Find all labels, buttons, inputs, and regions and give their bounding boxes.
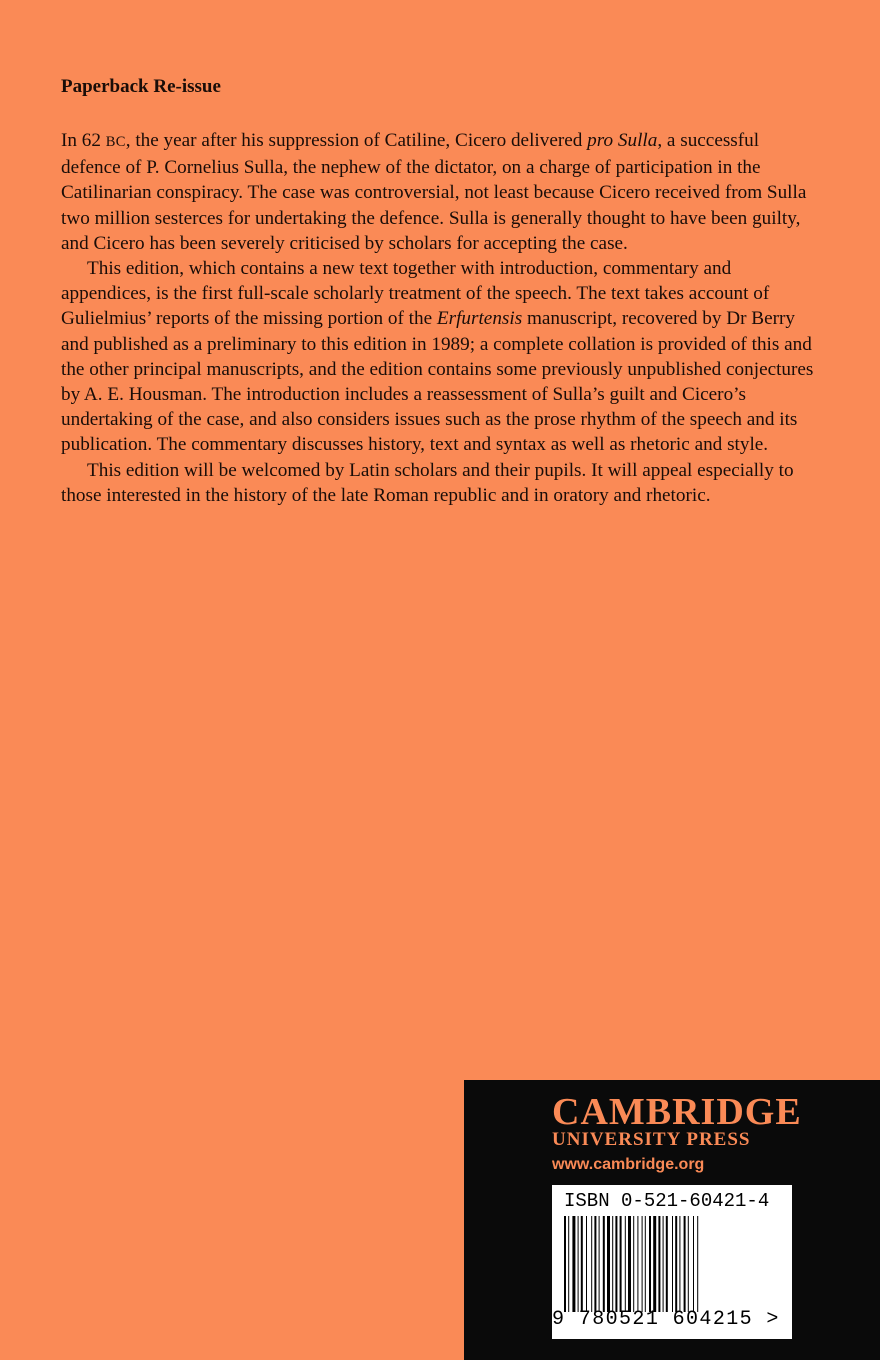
publisher-logo-subname: UNIVERSITY PRESS xyxy=(552,1129,751,1150)
cover-heading: Paperback Re-issue xyxy=(61,76,221,97)
blurb-paragraph-2: This edition, which contains a new text together with introduction, commentary and appendices, is the first full-scale scholarly treatment of the speech. The text takes account of Gulielmius’ reports of the missing portion of the Erfurtensis manuscript, recovered by Dr Berry and published as a preliminary to this edition in 1989; a complete collation is provided of this and the other principal manuscripts, and the edition contains some previously unpublished conjectures by A. E. Housman. The introduction includes a reassessment of Sulla’s guilt and Cicero’s undertaking of the case, and also considers issues such as the prose rhythm of the speech and its publication. The commentary discusses history, text and syntax as well as rhetoric and style. xyxy=(61,258,814,456)
publisher-panel xyxy=(464,1080,880,1360)
ean-number: 9 780521 604215 > xyxy=(552,1308,780,1331)
publisher-logo-name: CAMBRIDGE xyxy=(552,1091,802,1133)
publisher-url: www.cambridge.org xyxy=(552,1156,705,1173)
isbn-label: ISBN 0-521-60421-4 xyxy=(564,1190,770,1212)
manuscript-title: Erfurtensis xyxy=(436,308,523,330)
barcode-icon xyxy=(564,1216,780,1312)
small-caps-era: BC xyxy=(105,134,126,150)
blurb-paragraph-3: This edition will be welcomed by Latin scholars and their pupils. It will appeal especially to those interested in the history of the late Roman republic and in oratory and rhetoric. xyxy=(61,459,794,506)
blurb-paragraph-1: In 62 BC, the year after his suppression of Catiline, Cicero delivered pro Sulla, a successful defence of P. Cornelius Sulla, the nephew of the dictator, on a charge of participation in the Catilinarian conspiracy. The case was controversial, not least because Cicero received from Sulla two million sesterces for undertaking the defence. Sulla is generally thought to have been guilty, and Cicero has been severely criticised by scholars for accepting the case. xyxy=(61,130,807,254)
speech-title: pro Sulla xyxy=(587,130,658,151)
barcode-block xyxy=(552,1185,792,1339)
blurb-text xyxy=(61,128,823,508)
